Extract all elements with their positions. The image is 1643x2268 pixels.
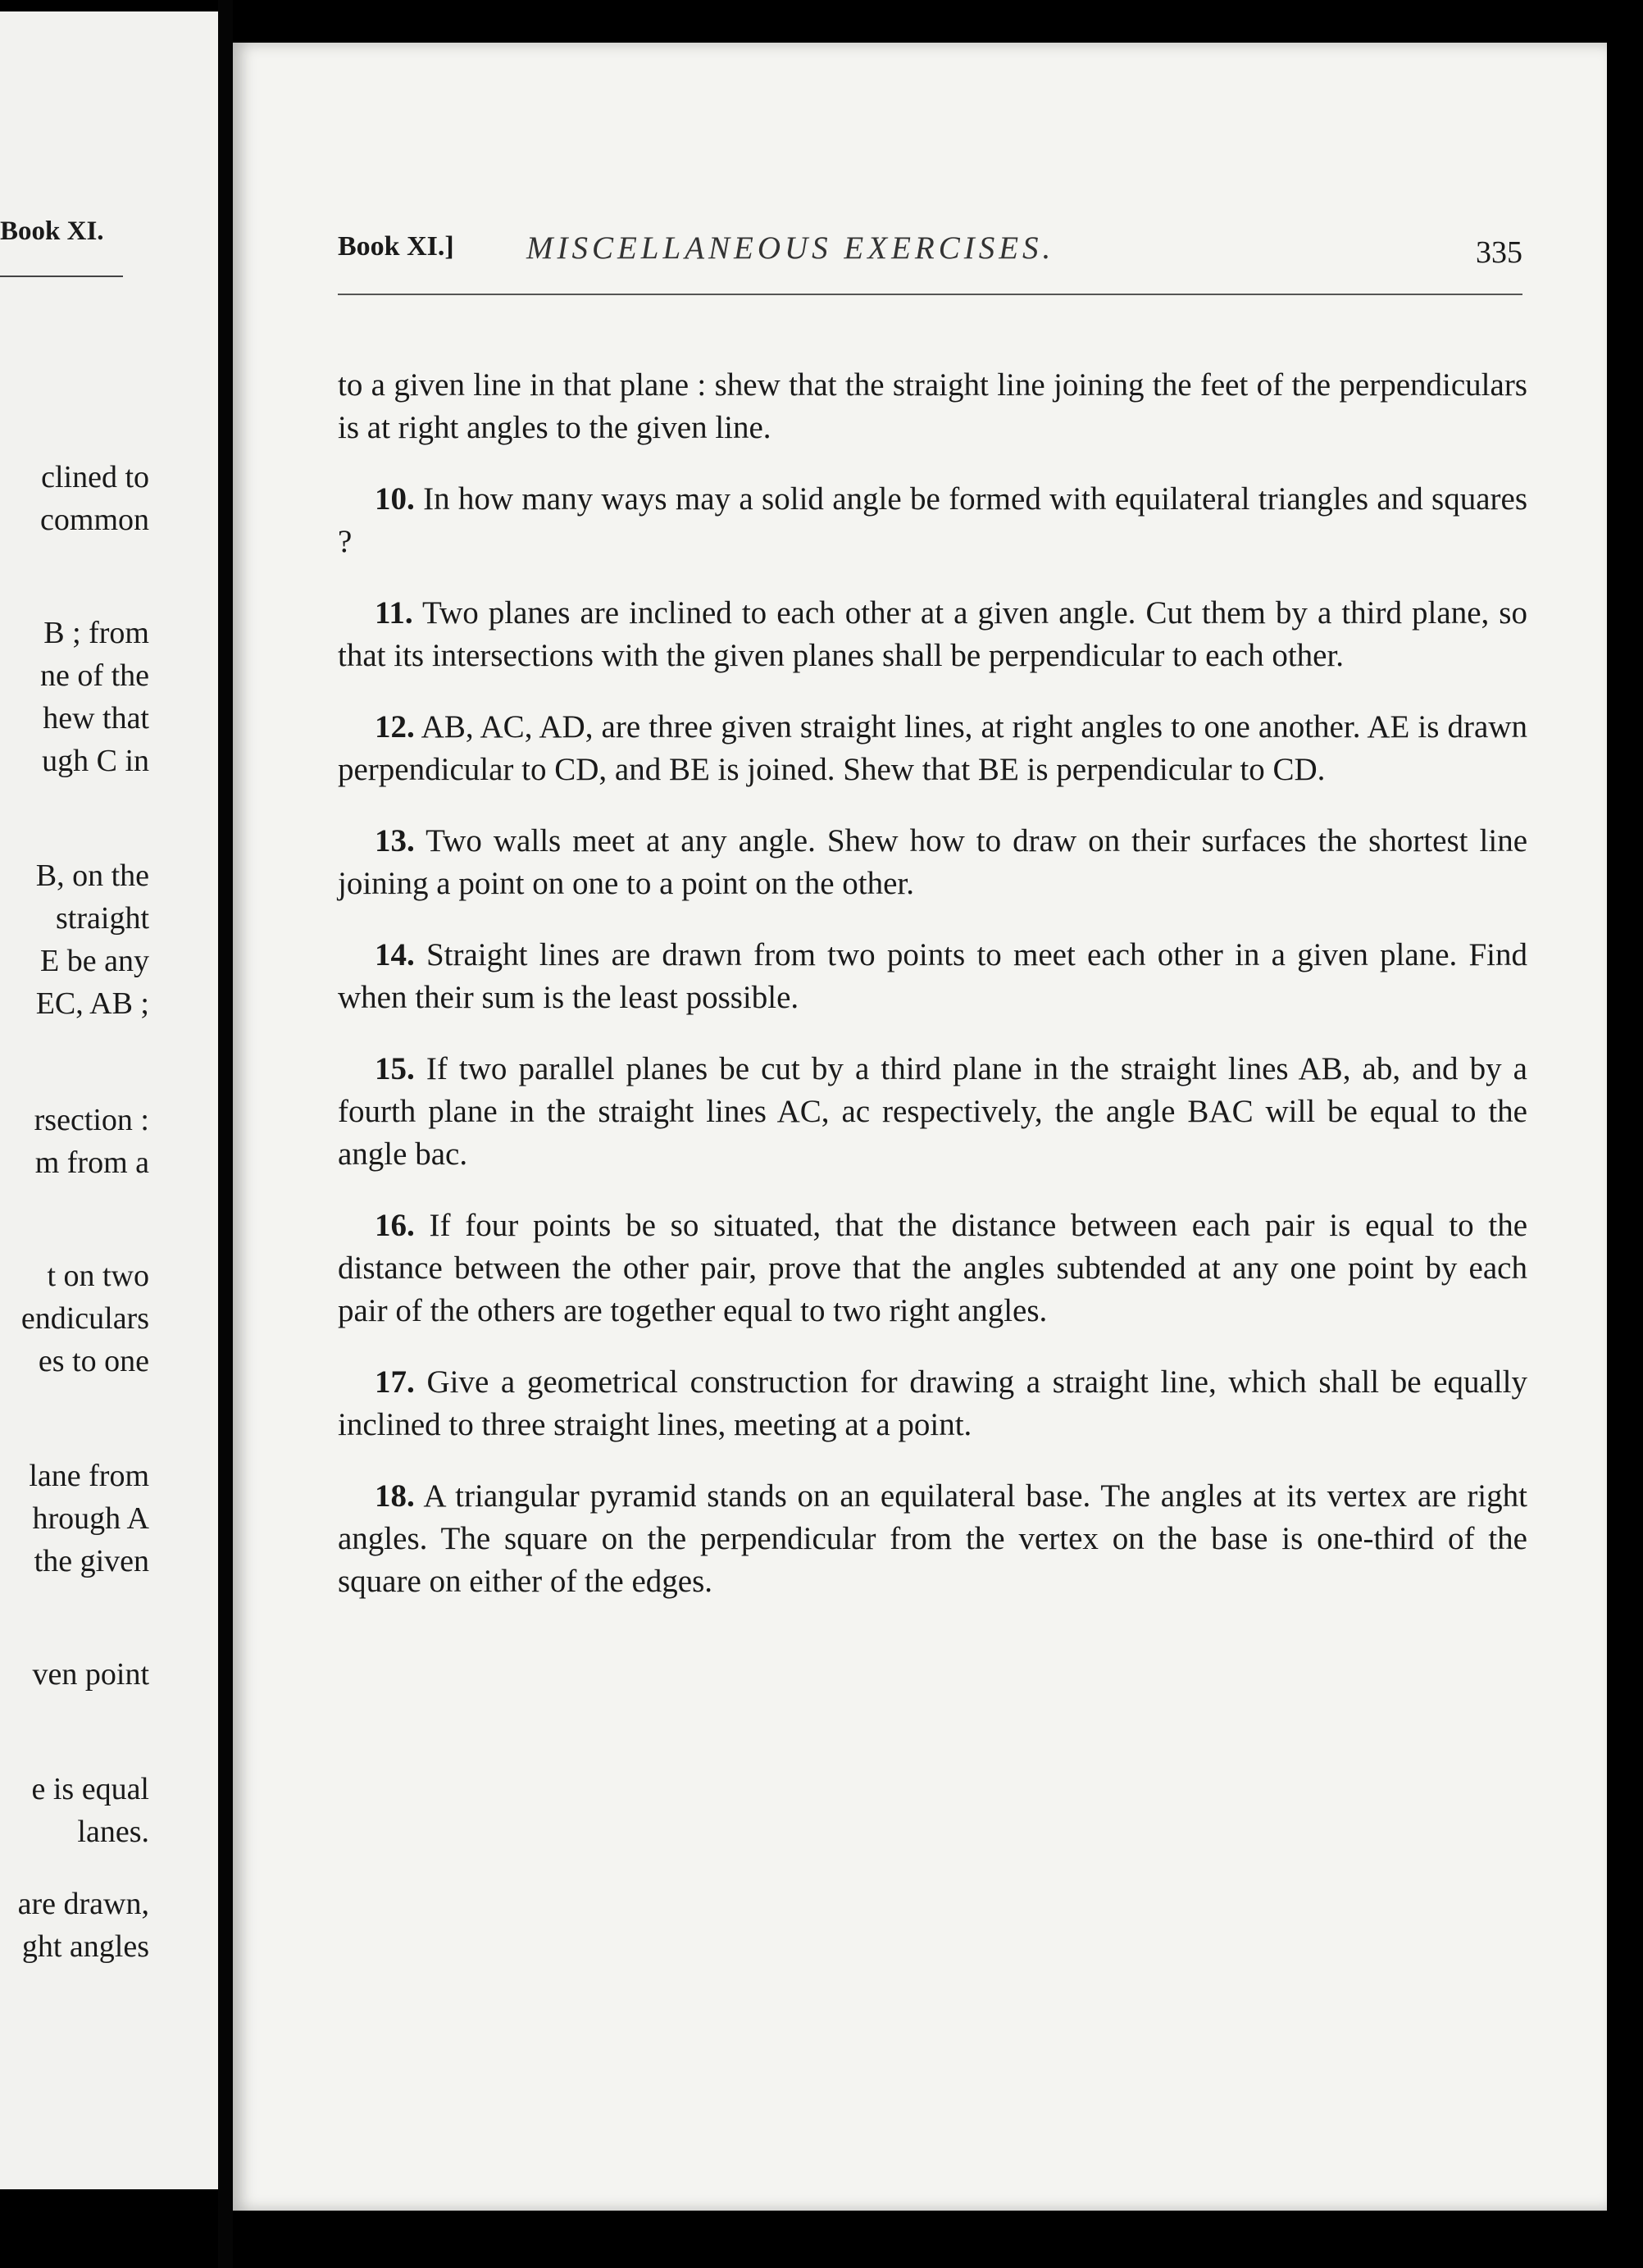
left-line-fragment: lanes. [77,1815,149,1849]
exercise-text: A triangular pyramid stands on an equilateral base. The angles at its vertex are right angles. The square on the perpendicular from the vertex on the base is one-third of the square on either of the edges. [338,1478,1527,1599]
page-body [338,364,1527,1632]
exercise-text: Give a geometrical construction for drawing a straight line, which shall be equally inclined to three straight lines, meeting at a point. [338,1364,1528,1442]
left-line-fragment: hew that [43,701,149,736]
exercise-number: 13. [375,823,415,858]
exercise-13 [338,820,1527,905]
page-number: 335 [1476,235,1522,270]
left-line-fragment: ugh C in [42,744,149,778]
exercise-text: Two planes are inclined to each other at a given angle. Cut them by a third plane, so that its intersections with the given planes shall be perpendicular to each other. [338,595,1527,673]
book-gutter [218,0,233,2268]
exercise-text: Straight lines are drawn from two points to meet each other in a given plane. Find when their sum is the least possible. [338,937,1528,1015]
exercise-text: In how many ways may a solid angle be formed with equilateral triangles and squares ? [338,481,1527,559]
left-line-fragment: EC, AB ; [35,986,149,1021]
continuation-paragraph: to a given line in that plane : shew that the straight line joining the feet of the perpendiculars is at right angles to the given line. [338,367,1527,445]
left-line-fragment: e is equal [31,1772,149,1806]
exercise-number: 12. [375,709,415,745]
left-line-fragment: lane from [29,1459,149,1493]
exercise-number: 15. [375,1051,415,1086]
left-line-fragment: the given [34,1544,149,1578]
left-line-fragment: hrough A [32,1501,149,1536]
left-line-fragment: straight [56,901,149,936]
exercise-18 [338,1475,1527,1603]
exercise-10 [338,478,1527,563]
exercise-15 [338,1048,1527,1176]
left-line-fragment: B, on the [35,858,149,893]
left-line-fragment: E be any [40,944,149,978]
left-line-fragment: m from a [34,1145,149,1180]
left-line-fragment: B ; from [43,616,149,650]
exercise-text: AB, AC, AD, are three given straight lines, at right angles to one another. AE is drawn perpendicular to CD, and BE is joined. Shew that BE is perpendicular to CD. [338,709,1527,787]
exercise-14 [338,934,1527,1019]
left-line-fragment: ne of the [40,658,149,693]
exercise-number: 18. [375,1478,415,1514]
exercise-number: 17. [375,1364,415,1400]
exercise-17 [338,1361,1527,1446]
exercise-number: 14. [375,937,415,972]
exercise-text: If four points be so situated, that the distance between each pair is equal to the distance between the other pair, prove that the angles subtended at any one point by each pair of the others are together equal to two right angles. [338,1208,1528,1328]
left-line-fragment: ven point [32,1657,149,1692]
exercise-number: 11. [375,595,413,631]
header-rule [338,294,1522,295]
left-line-fragment: ght angles [21,1929,149,1964]
exercise-text: If two parallel planes be cut by a third plane in the straight lines AB, ab, and by a fourth plane in the straight lines AC, ac respectively, the angle BAC will be equal to the angle bac. [338,1051,1527,1172]
left-line-fragment: endiculars [20,1301,149,1336]
exercise-number: 16. [375,1208,415,1243]
left-line-fragment: t on two [47,1259,149,1293]
running-header [338,230,1522,279]
left-header-rule [0,276,123,277]
exercise-12 [338,706,1527,791]
left-line-fragment: rsection : [34,1103,149,1137]
left-line-fragment: clined to [41,460,149,494]
current-page [233,43,1607,2211]
exercise-number: 10. [375,481,415,517]
left-line-fragment: common [40,503,149,537]
left-line-fragment: es to one [38,1344,149,1378]
left-line-fragment: are drawn, [17,1887,149,1921]
left-running-head: Book XI. [0,216,104,246]
previous-page-fragment [0,11,218,2189]
running-head-title: MISCELLANEOUS EXERCISES. [526,230,1055,266]
running-head-book: Book XI.] [338,231,454,262]
exercise-11 [338,592,1527,677]
exercise-16 [338,1205,1527,1332]
exercise-text: Two walls meet at any angle. Shew how to draw on their surfaces the shortest line joining a point on one to a point on the other. [338,823,1528,901]
